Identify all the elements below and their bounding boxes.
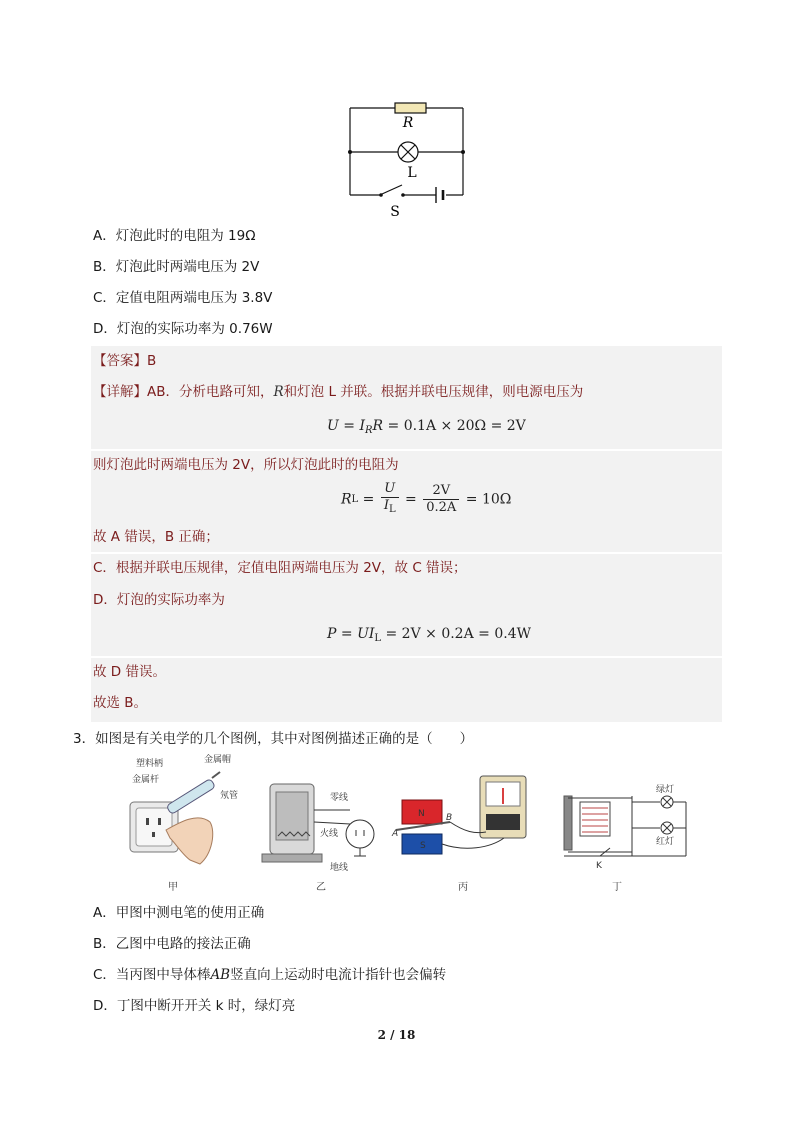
page-number: 2 / 18 xyxy=(377,1028,416,1042)
formula-source-voltage xyxy=(327,418,526,436)
label-neon-tube: 氖管 xyxy=(220,791,239,801)
detail-suffix: 和灯泡 L 并联。根据并联电压规律，则电源电压为 xyxy=(283,384,584,400)
f2-eq2: = xyxy=(400,491,422,508)
caption-ding: 丁 xyxy=(612,882,622,893)
f2-eq1: = xyxy=(358,491,379,508)
caption-yi: 乙 xyxy=(316,882,326,893)
q3-c-AB: AB xyxy=(210,967,231,983)
caption-jia: 甲 xyxy=(168,882,178,893)
label-K: K xyxy=(596,861,602,871)
q2-option-b: B．灯泡此时两端电压为 2V xyxy=(93,259,260,275)
f3-P: P xyxy=(327,626,337,642)
f2-frac2 xyxy=(423,483,459,516)
q2-option-c: C．定值电阻两端电压为 3.8V xyxy=(93,290,273,306)
switch-label: S xyxy=(390,204,400,220)
q3-option-b: B．乙图中电路的接法正确 xyxy=(93,936,251,952)
caption-bing: 丙 xyxy=(458,882,468,893)
line-c: C．根据并联电压规律，定值电阻两端电压为 2V，故 C 错误； xyxy=(93,560,467,576)
f1-U: U xyxy=(327,418,339,434)
label-N: N xyxy=(418,809,425,819)
circuit-diagram xyxy=(340,95,475,220)
f2-num2: 2V xyxy=(423,483,459,500)
q3-c-prefix: C．当丙图中导体棒 xyxy=(93,967,211,983)
f3-rest: = 2V × 0.2A = 0.4W xyxy=(381,626,531,642)
label-fire-line: 火线 xyxy=(320,829,339,839)
f1-I-sub: R xyxy=(364,425,373,436)
f2-den2: 0.2A xyxy=(426,500,457,515)
f1-R: R xyxy=(372,418,384,434)
line-lamp-voltage: 则灯泡此时两端电压为 2V，所以灯泡此时的电阻为 xyxy=(93,457,399,473)
detail-R: R xyxy=(273,384,284,400)
f3-UI: UI xyxy=(357,626,375,642)
q3-stem: 3．如图是有关电学的几个图例，其中对图例描述正确的是（ ） xyxy=(73,731,474,747)
formula-lamp-resistance xyxy=(341,481,511,518)
f2-rest: = 10Ω xyxy=(461,491,512,508)
label-metal-cap: 金属帽 xyxy=(204,755,232,765)
f2-den1-sub: L xyxy=(388,504,396,515)
label-plastic-handle: 塑料柄 xyxy=(136,759,164,769)
f1-eq: = xyxy=(338,418,360,434)
line-choice: 故选 B。 xyxy=(93,695,148,711)
resistor-symbol xyxy=(395,103,426,113)
f2-R-sub: L xyxy=(351,494,359,505)
label-ground-line: 地线 xyxy=(330,863,349,873)
label-green-light: 绿灯 xyxy=(656,785,675,795)
line-ab-conclusion: 故 A 错误，B 正确； xyxy=(93,529,219,545)
f3-eq: = xyxy=(336,626,358,642)
f3-UI-sub: L xyxy=(374,633,382,644)
label-B: B xyxy=(446,813,453,823)
resistor-label: R xyxy=(402,115,414,131)
q2-option-d: D．灯泡的实际功率为 0.76W xyxy=(93,321,273,337)
f2-den1: I xyxy=(383,498,389,513)
line-d-conclusion: 故 D 错误。 xyxy=(93,664,166,680)
q3-figures xyxy=(120,752,700,897)
f1-I: I xyxy=(359,418,365,434)
label-zero-line: 零线 xyxy=(330,793,349,803)
figure-yi xyxy=(262,784,374,893)
lamp-label: L xyxy=(407,165,417,181)
label-red-light: 红灯 xyxy=(656,837,675,847)
detail-prefix: 【详解】AB．分析电路可知， xyxy=(93,384,274,400)
label-metal-rod: 金属杆 xyxy=(132,775,160,785)
figure-bing xyxy=(391,776,526,893)
answer-header: 【答案】B xyxy=(93,353,157,369)
answer-detail-line xyxy=(93,384,583,400)
line-d: D．灯泡的实际功率为 xyxy=(93,592,225,608)
q2-option-a: A．灯泡此时的电阻为 19Ω xyxy=(93,228,256,244)
q3-option-c xyxy=(93,967,446,983)
figure-ding xyxy=(564,783,686,893)
f2-num1: U xyxy=(381,481,399,498)
formula-power xyxy=(327,626,531,644)
f1-rest: = 0.1A × 20Ω = 2V xyxy=(383,418,526,434)
q3-option-a: A．甲图中测电笔的使用正确 xyxy=(93,905,265,921)
q3-c-suffix: 竖直向上运动时电流计指针也会偏转 xyxy=(230,967,447,983)
q3-option-d: D．丁图中断开开关 k 时，绿灯亮 xyxy=(93,998,296,1014)
figure-jia xyxy=(130,753,238,893)
label-A: A xyxy=(392,829,399,839)
f2-frac1 xyxy=(381,481,399,518)
label-S: S xyxy=(420,841,426,851)
f2-R: R xyxy=(341,491,352,508)
answer-block xyxy=(91,346,722,722)
